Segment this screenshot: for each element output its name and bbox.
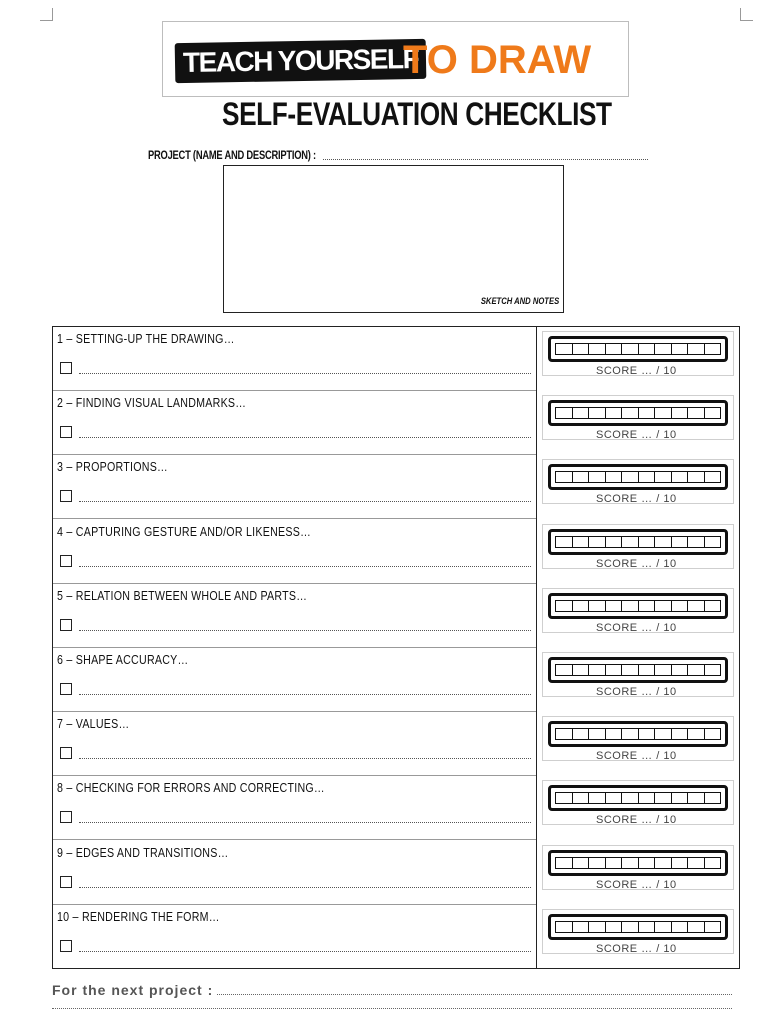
score-cell[interactable] [639, 729, 656, 739]
criterion-checkbox[interactable] [60, 619, 72, 631]
project-dotted-line [323, 158, 648, 160]
score-bar-cells [555, 792, 721, 804]
score-cell[interactable] [655, 793, 672, 803]
score-bar-cells [555, 343, 721, 355]
score-cell[interactable] [606, 665, 623, 675]
criterion-notes-line[interactable] [79, 886, 531, 888]
checklist-row [53, 841, 739, 905]
score-cell[interactable] [589, 793, 606, 803]
score-cell[interactable] [556, 537, 573, 547]
checklist-row [53, 905, 739, 969]
score-cell[interactable] [655, 408, 672, 418]
score-cell[interactable] [672, 922, 689, 932]
checklist-row [53, 520, 739, 584]
criterion-checkbox[interactable] [60, 362, 72, 374]
criterion-checkbox[interactable] [60, 747, 72, 759]
score-cell[interactable] [688, 729, 705, 739]
score-cell[interactable] [688, 793, 705, 803]
score-bar[interactable] [548, 914, 728, 940]
score-cell[interactable] [589, 344, 606, 354]
score-box [542, 716, 734, 761]
score-cell[interactable] [672, 408, 689, 418]
score-cell[interactable] [573, 665, 590, 675]
score-cell[interactable] [705, 537, 721, 547]
checklist-row [53, 776, 739, 840]
criterion-label: 6 – SHAPE ACCURACY… [57, 652, 189, 667]
score-cell[interactable] [639, 601, 656, 611]
score-text: SCORE … / 10 [596, 557, 677, 570]
score-cell[interactable] [705, 665, 721, 675]
score-cell[interactable] [556, 472, 573, 482]
score-bar-cells [555, 664, 721, 676]
score-cell[interactable] [589, 472, 606, 482]
score-cell[interactable] [655, 922, 672, 932]
score-text: SCORE … / 10 [596, 429, 677, 442]
checklist-row [53, 391, 739, 455]
next-project-dotted-line [217, 993, 732, 995]
score-text: SCORE … / 10 [596, 942, 677, 955]
criterion-notes-line[interactable] [79, 693, 531, 695]
score-cell[interactable] [688, 537, 705, 547]
score-bar-cells [555, 536, 721, 548]
corner-mark-top-right [740, 8, 753, 21]
score-cell[interactable] [589, 858, 606, 868]
score-cell[interactable] [688, 858, 705, 868]
score-cell[interactable] [622, 537, 639, 547]
score-cell[interactable] [606, 344, 623, 354]
score-text: SCORE … / 10 [596, 365, 677, 377]
score-cell[interactable] [622, 472, 639, 482]
score-cell[interactable] [688, 408, 705, 418]
score-text: SCORE … / 10 [596, 621, 677, 634]
score-cell[interactable] [655, 537, 672, 547]
score-cell[interactable] [573, 922, 590, 932]
score-cell[interactable] [672, 472, 689, 482]
score-cell[interactable] [655, 729, 672, 739]
criterion-label: 2 – FINDING VISUAL LANDMARKS… [57, 395, 247, 411]
criterion-notes-line[interactable] [79, 565, 531, 567]
score-cell[interactable] [639, 922, 656, 932]
score-bar-cells [555, 471, 721, 483]
sketch-label: SKETCH AND NOTES [480, 296, 559, 306]
sketch-and-notes-box[interactable] [223, 165, 564, 313]
criterion-notes-line[interactable] [79, 500, 531, 502]
criterion-checkbox[interactable] [60, 683, 72, 695]
score-cell[interactable] [655, 601, 672, 611]
score-bar[interactable] [548, 400, 728, 426]
score-cell[interactable] [589, 601, 606, 611]
criterion-notes-line[interactable] [79, 629, 531, 631]
criterion-label: 10 – RENDERING THE FORM… [57, 908, 220, 924]
score-cell[interactable] [622, 601, 639, 611]
score-box [542, 909, 734, 954]
score-cell[interactable] [573, 537, 590, 547]
criterion-checkbox[interactable] [60, 811, 72, 823]
score-text: SCORE … / 10 [596, 686, 677, 698]
criterion-checkbox[interactable] [60, 555, 72, 567]
score-cell[interactable] [556, 665, 573, 675]
score-cell[interactable] [705, 922, 721, 932]
score-cell[interactable] [589, 537, 606, 547]
score-cell[interactable] [556, 858, 573, 868]
criterion-label: 4 – CAPTURING GESTURE AND/OR LIKENESS… [57, 523, 311, 539]
score-bar[interactable] [548, 850, 728, 876]
score-bar[interactable] [548, 464, 728, 490]
logo-teach-yourself: TEACH YOURSELF [175, 39, 427, 83]
score-cell[interactable] [705, 729, 721, 739]
score-text: SCORE … / 10 [596, 750, 677, 763]
criterion-checkbox[interactable] [60, 940, 72, 952]
score-cell[interactable] [655, 344, 672, 354]
score-cell[interactable] [655, 472, 672, 482]
score-bar-cells [555, 407, 721, 419]
score-cell[interactable] [606, 601, 623, 611]
score-cell[interactable] [688, 344, 705, 354]
score-box [542, 459, 734, 504]
score-cell[interactable] [606, 537, 623, 547]
score-cell[interactable] [573, 601, 590, 611]
score-cell[interactable] [672, 344, 689, 354]
score-cell[interactable] [589, 408, 606, 418]
criterion-notes-line[interactable] [79, 821, 531, 823]
score-cell[interactable] [606, 858, 623, 868]
criterion-label: 7 – VALUES… [57, 716, 130, 732]
criterion-checkbox[interactable] [60, 426, 72, 438]
score-cell[interactable] [622, 408, 639, 418]
checklist-row [53, 648, 739, 712]
checklist-table [52, 326, 740, 969]
score-cell[interactable] [655, 665, 672, 675]
score-cell[interactable] [606, 729, 623, 739]
criterion-checkbox[interactable] [60, 490, 72, 502]
score-text: SCORE … / 10 [596, 493, 677, 506]
score-text: SCORE … / 10 [596, 814, 677, 827]
score-cell[interactable] [622, 858, 639, 868]
score-cell[interactable] [556, 344, 573, 354]
logo-box [162, 21, 629, 97]
score-cell[interactable] [622, 665, 639, 675]
criterion-label: 8 – CHECKING FOR ERRORS AND CORRECTING… [57, 780, 325, 796]
score-bar[interactable] [548, 785, 728, 811]
checklist-row [53, 327, 739, 391]
score-box [542, 652, 734, 697]
score-cell[interactable] [639, 472, 656, 482]
score-box [542, 780, 734, 825]
score-cell[interactable] [573, 408, 590, 418]
score-cell[interactable] [573, 344, 590, 354]
score-cell[interactable] [556, 729, 573, 739]
score-box [542, 845, 734, 890]
score-cell[interactable] [606, 408, 623, 418]
page-title: SELF-EVALUATION CHECKLIST [222, 96, 612, 132]
score-cell[interactable] [606, 922, 623, 932]
score-cell[interactable] [705, 793, 721, 803]
criterion-notes-line[interactable] [79, 372, 531, 374]
score-cell[interactable] [589, 665, 606, 675]
score-cell[interactable] [705, 601, 721, 611]
score-cell[interactable] [639, 408, 656, 418]
score-bar[interactable] [548, 721, 728, 747]
score-cell[interactable] [639, 344, 656, 354]
score-cell[interactable] [705, 472, 721, 482]
score-bar-cells [555, 600, 721, 612]
score-bar-cells [555, 921, 721, 933]
corner-mark-top-left [40, 8, 53, 21]
project-label: PROJECT (NAME AND DESCRIPTION) : [148, 148, 316, 162]
score-cell[interactable] [556, 601, 573, 611]
score-cell[interactable] [589, 729, 606, 739]
criterion-notes-line[interactable] [79, 950, 531, 952]
score-bar[interactable] [548, 593, 728, 619]
checklist-row [53, 455, 739, 519]
next-project-field[interactable] [52, 980, 732, 998]
score-cell[interactable] [672, 665, 689, 675]
score-cell[interactable] [573, 793, 590, 803]
score-cell[interactable] [622, 922, 639, 932]
next-project-label: For the next project : [52, 982, 214, 998]
score-cell[interactable] [639, 537, 656, 547]
score-text: SCORE … / 10 [596, 878, 677, 891]
score-cell[interactable] [672, 601, 689, 611]
score-cell[interactable] [688, 472, 705, 482]
score-cell[interactable] [622, 793, 639, 803]
score-cell[interactable] [672, 537, 689, 547]
score-cell[interactable] [556, 408, 573, 418]
score-cell[interactable] [705, 858, 721, 868]
criterion-label: 1 – SETTING-UP THE DRAWING… [57, 331, 235, 346]
score-cell[interactable] [606, 472, 623, 482]
score-cell[interactable] [639, 858, 656, 868]
score-box [542, 524, 734, 569]
criterion-checkbox[interactable] [60, 876, 72, 888]
score-bar[interactable] [548, 657, 728, 683]
criterion-label: 5 – RELATION BETWEEN WHOLE AND PARTS… [57, 587, 308, 603]
score-cell[interactable] [688, 922, 705, 932]
score-cell[interactable] [606, 793, 623, 803]
score-cell[interactable] [705, 344, 721, 354]
next-project-dotted-line-2 [52, 1007, 732, 1009]
score-bar[interactable] [548, 529, 728, 555]
criterion-label: 3 – PROPORTIONS… [57, 459, 168, 475]
score-cell[interactable] [556, 922, 573, 932]
score-cell[interactable] [672, 729, 689, 739]
checklist-row [53, 712, 739, 776]
score-cell[interactable] [556, 793, 573, 803]
score-cell[interactable] [622, 729, 639, 739]
score-box [542, 395, 734, 440]
score-cell[interactable] [573, 858, 590, 868]
score-box [542, 588, 734, 633]
logo-to-draw: TO DRAW [403, 38, 592, 82]
score-cell[interactable] [639, 665, 656, 675]
score-cell[interactable] [573, 472, 590, 482]
score-box [542, 331, 734, 376]
criterion-notes-line[interactable] [79, 436, 531, 438]
checklist-row [53, 584, 739, 648]
score-bar-cells [555, 857, 721, 869]
criterion-label: 9 – EDGES AND TRANSITIONS… [57, 844, 229, 860]
project-field[interactable] [148, 146, 648, 162]
score-cell[interactable] [672, 793, 689, 803]
score-bar-cells [555, 728, 721, 740]
score-cell[interactable] [672, 858, 689, 868]
score-cell[interactable] [622, 344, 639, 354]
score-cell[interactable] [573, 729, 590, 739]
score-cell[interactable] [655, 858, 672, 868]
score-cell[interactable] [688, 601, 705, 611]
score-cell[interactable] [639, 793, 656, 803]
score-cell[interactable] [705, 408, 721, 418]
score-cell[interactable] [688, 665, 705, 675]
criterion-notes-line[interactable] [79, 757, 531, 759]
score-bar[interactable] [548, 336, 728, 362]
score-cell[interactable] [589, 922, 606, 932]
